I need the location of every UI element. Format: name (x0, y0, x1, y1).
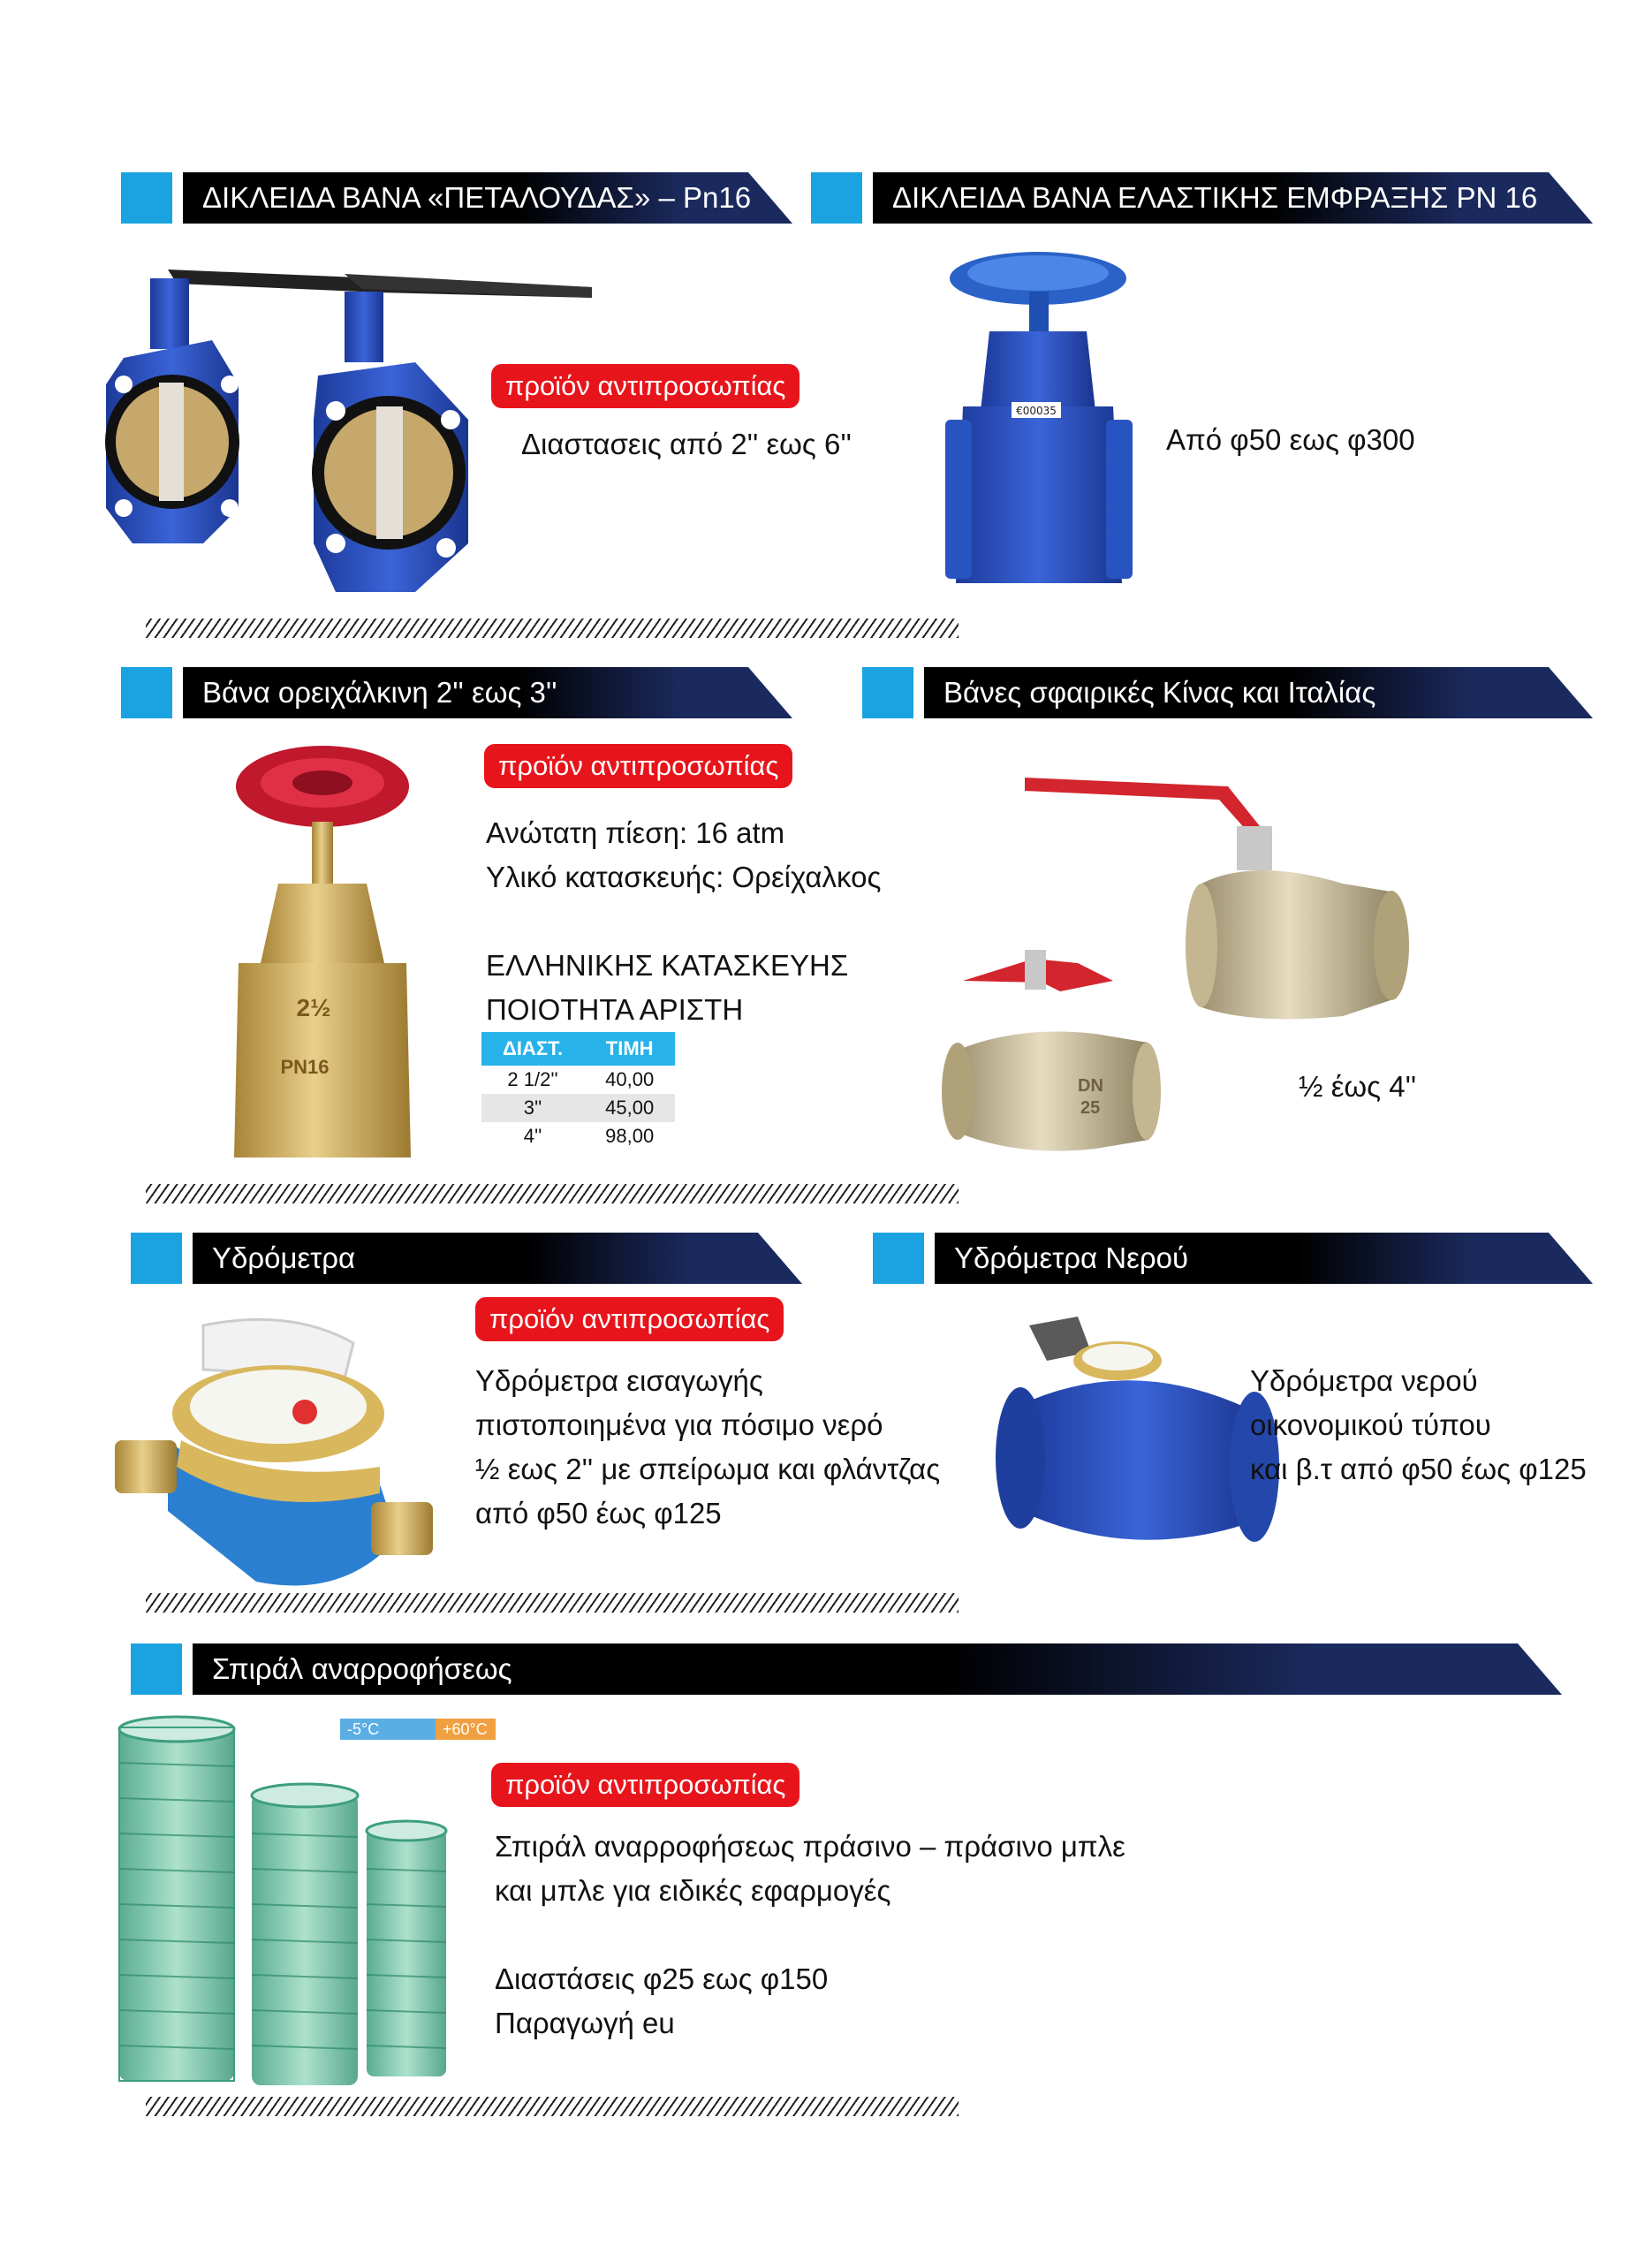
material-text: Υλικό κατασκευής: Ορείχαλκος (486, 861, 882, 893)
table-cell: 2 1/2'' (507, 1068, 558, 1090)
header-square (811, 172, 862, 224)
greek-made-text: ΕΛΛΗΝΙΚΗΣ ΚΑΤΑΣΚΕΥΗΣ (486, 949, 849, 982)
valve-size-mark: 2½ (296, 994, 331, 1021)
ball-valve-sizes-text: ½ έως 4'' (1299, 1070, 1417, 1103)
section-title: ΔΙΚΛΕΙΔΑ ΒΑΝΑ ΕΛΑΣΤΙΚΗΣ ΕΜΦΡΑΞΗΣ PN 16 (892, 181, 1538, 214)
brass-gate-valve-image (216, 742, 428, 1166)
representative-badge: προϊόν αντιπροσωπίας (491, 364, 799, 408)
temp-max-label: +60°C (436, 1719, 496, 1740)
section-title: Υδρόμετρα Νερού (954, 1241, 1188, 1274)
price-table (481, 1032, 675, 1150)
meter-line-1: Υδρόμετρα εισαγωγής (475, 1364, 763, 1397)
table-row (481, 1122, 675, 1150)
flanged-meter-line-2: οικονομικού τύπου (1250, 1408, 1491, 1441)
hose-line-3: Διαστάσεις φ25 εως φ150 (495, 1962, 829, 1995)
header-square (121, 172, 172, 224)
table-row (481, 1094, 675, 1122)
table-cell: 45,00 (584, 1094, 675, 1122)
hatch-divider (146, 619, 959, 638)
section-header-brass-valve (121, 667, 792, 718)
section-header-gate-valve (811, 172, 1593, 224)
hose-line-4: Παραγωγή eu (495, 2007, 675, 2039)
meter-line-2: πιστοποιημένα για πόσιμο νερό (475, 1408, 883, 1441)
butterfly-sizes-text: Διαστασεις από 2'' εως 6'' (521, 428, 852, 460)
suction-hose-image (115, 1710, 451, 2090)
ball-valve-size-mark: 25 (1080, 1098, 1101, 1118)
table-header: ΤΙΜΗ (584, 1032, 675, 1066)
section-title: Σπιράλ αναρροφήσεως (212, 1652, 512, 1685)
valve-pn-mark: PN16 (280, 1056, 330, 1078)
section-header-butterfly (121, 172, 792, 224)
header-square (862, 667, 913, 718)
gate-valve-tag: €00035 (1016, 405, 1057, 417)
header-square (121, 667, 172, 718)
hatch-divider (146, 2097, 959, 2116)
representative-badge: προϊόν αντιπροσωπίας (484, 744, 792, 788)
section-title: ΔΙΚΛΕΙΔΑ ΒΑΝΑ «ΠΕΤΑΛΟΥΔΑΣ» – Pn16 (202, 181, 752, 214)
table-header: ΔΙΑΣΤ. (481, 1032, 584, 1066)
table-cell: 98,00 (605, 1125, 655, 1147)
header-square (873, 1233, 924, 1284)
flanged-meter-line-1: Υδρόμετρα νερού (1250, 1364, 1478, 1397)
meter-line-4: από φ50 έως φ125 (475, 1497, 722, 1530)
flanged-meter-line-3: και β.τ από φ50 έως φ125 (1250, 1453, 1587, 1485)
hose-line-1: Σπιράλ αναρροφήσεως πράσινο – πράσινο μπλε (495, 1830, 1125, 1863)
representative-badge: προϊόν αντιπροσωπίας (475, 1297, 784, 1341)
section-title: Βάνες σφαιρικές Κίνας και Ιταλίας (943, 676, 1376, 709)
hatch-divider (146, 1593, 959, 1613)
gate-valve-image (945, 243, 1140, 588)
section-title: Βάνα ορειχάλκινη 2'' εως 3'' (202, 676, 557, 709)
header-square (131, 1643, 182, 1695)
max-pressure-text: Ανώτατη πίεση: 16 atm (486, 816, 785, 849)
gate-valve-sizes-text: Από φ50 εως φ300 (1166, 423, 1415, 456)
hatch-divider (146, 1184, 959, 1203)
section-title: Υδρόμετρα (212, 1241, 356, 1274)
flanged-water-meter-image (994, 1299, 1285, 1564)
section-header-water-meters-flanged (873, 1233, 1593, 1284)
ball-valve-dn-mark: DN (1078, 1076, 1103, 1096)
header-square (131, 1233, 182, 1284)
representative-badge: προϊόν αντιπροσωπίας (491, 1763, 799, 1807)
meter-line-3: ½ εως 2'' με σπείρωμα και φλάντζας (475, 1453, 941, 1485)
table-cell: 4'' (523, 1125, 542, 1147)
table-row (481, 1066, 675, 1094)
temp-min-label: -5°C (340, 1719, 436, 1740)
table-cell: 3'' (481, 1094, 584, 1122)
section-header-suction-hose (131, 1643, 1562, 1695)
table-cell: 40,00 (605, 1068, 655, 1090)
section-header-water-meters (131, 1233, 802, 1284)
quality-text: ΠΟΙΟΤΗΤΑ ΑΡΙΣΤΗ (486, 993, 744, 1026)
water-meter-image (115, 1308, 433, 1590)
section-header-ball-valves (862, 667, 1593, 718)
hose-line-2: και μπλε για ειδικές εφαρμογές (495, 1874, 891, 1907)
